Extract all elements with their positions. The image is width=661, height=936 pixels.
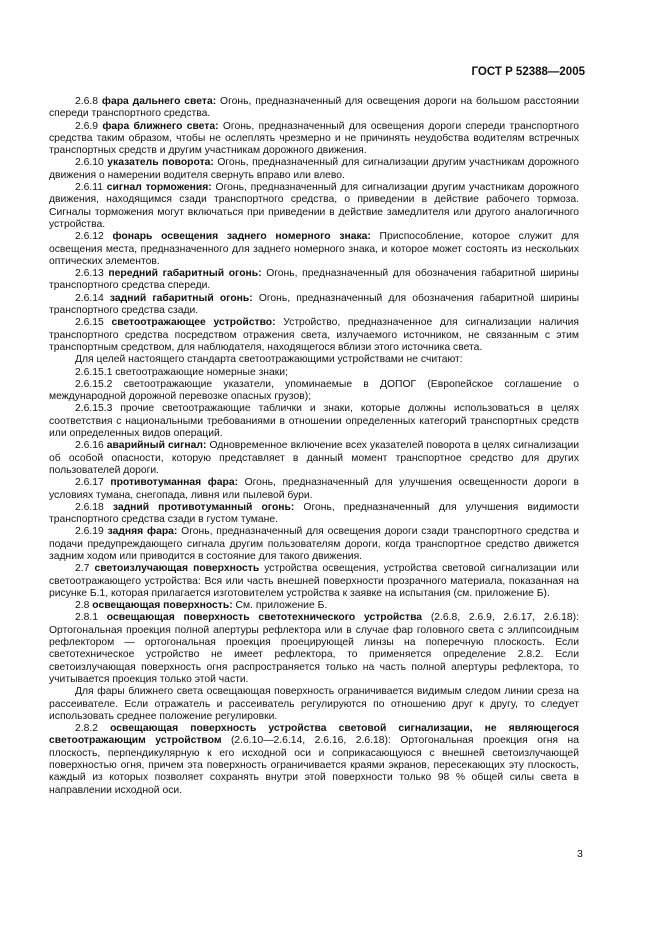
clause-number: 2.7 (75, 563, 90, 575)
paragraph-2-6-17 (49, 477, 579, 502)
definition: См. приложение Б. (232, 600, 328, 612)
term: освещающая поверхность светотехнического устройства (106, 612, 423, 624)
clause-number: 2.6.15.3 (75, 403, 113, 415)
clause-number: 2.6.12 (75, 231, 104, 243)
paragraph-2-7 (49, 563, 579, 600)
paragraph-2-6-14 (49, 293, 579, 318)
term: сигнал торможения: (106, 182, 212, 194)
paragraph-2-6-11 (49, 182, 579, 231)
term: светоотражающее устройство: (111, 317, 276, 329)
clause-number: 2.6.15.2 (75, 378, 113, 390)
clause-number: 2.6.17 (75, 477, 104, 489)
page-number: 3 (577, 848, 583, 860)
definition: Огонь, предназначенный для освещения дороги на большом расстоянии спереди транспортного средства. (49, 96, 579, 120)
paragraph-2-6-13 (49, 268, 579, 293)
paragraph-2-6-16 (49, 440, 579, 477)
paragraph-low-beam-note (49, 686, 579, 723)
document-header: ГОСТ Р 52388—2005 (471, 66, 585, 78)
paragraph-2-6-15-3 (49, 403, 579, 440)
paragraph-2-6-15-1 (49, 367, 579, 379)
definition: (2.6.10—2.6.14, 2.6.16, 2.6.18): Ортогональная проекция огня на плоскость, перпендикулярную к его исходной оси и соприкасающуюся с внешней светоизлучающей поверхностью огня, причем эта поверхность ограничивается краями экранов, пересекающих эту плоскость, каждый из которых позволяет сохранять внутри этой поверхности только 98 % общей силы света в направлении исходной оси. (49, 735, 579, 796)
clause-number: 2.6.18 (75, 501, 104, 513)
paragraph-2-6-19 (49, 526, 579, 563)
term: фара дальнего света: (101, 96, 217, 107)
definition: Для фары ближнего света освещающая поверхность ограничивается видимым следом линии среза на рассеивателе. Если отражатель и рассеиватель регулируются по отношению друг к другу, то следует использовать среднее положение регулировки. (49, 686, 579, 722)
term: светоизлучающая поверхность (94, 563, 260, 575)
clause-number: 2.6.8 (75, 96, 99, 107)
paragraph-note (49, 354, 579, 366)
clause-number: 2.6.15 (75, 317, 104, 329)
definition: Огонь, предназначенный для обозначения габаритной ширины транспортного средства сзади. (49, 292, 579, 317)
term: задний противотуманный огонь: (112, 501, 295, 513)
term: фонарь освещения заднего номерного знака: (112, 231, 371, 243)
definition: Огонь, предназначенный для освещения дороги сзади транспортного средства и подачи предупреждающего сигнала другим пользователям дороги, когда транспортное средство движется задним ходом или приводится в состояние для такого движения. (49, 526, 580, 562)
clause-number: 2.6.14 (75, 292, 104, 304)
term: аварийный сигнал: (106, 440, 207, 452)
clause-number: 2.6.19 (75, 526, 104, 538)
paragraph-2-6-8 (49, 96, 579, 121)
paragraph-2-6-15 (49, 317, 579, 354)
term: задний габаритный огонь: (109, 292, 253, 304)
definition: (2.6.8, 2.6.9, 2.6.17, 2.6.18): Ортогональная проекция полной апертуры рефлектора или в случае фар головного света с эллипсоидным рефлектором — ортогональная проекция проецирующей линзы на поперечную плоскость. Если светотехническое устройство не имеет рефлектора, то применяется определение 2.8.2. Если светоизлучающая поверхность огня распространяется только на часть полной апертуры рефлектора, то учитывается проекция только этой части. (49, 612, 579, 685)
term: освещающая поверхность устройства световой сигнализации, не являющегося светоотражающим устройством (49, 723, 580, 747)
definition: светоотражающие указатели, упоминаемые в ДОПОГ (Европейское соглашение о международной дорожной перевозке опасных грузов); (49, 378, 579, 403)
clause-number: 2.8 (75, 600, 90, 612)
clause-number: 2.6.10 (75, 157, 104, 169)
clause-number: 2.6.16 (75, 440, 104, 452)
definition: Огонь, предназначенный для сигнализации другим участникам дорожного движения, находящимся сзади транспортного средства, о приведении в действие рабочего тормоза. Сигналы торможения могут включаться при приведении в действие замедлителя или другого аналогичного устройства. (49, 182, 579, 230)
definition: Огонь, предназначенный для сигнализации другим участникам дорожного движения о намерении водителя свернуть вправо или влево. (49, 157, 579, 181)
definition: Огонь, предназначенный для обозначения габаритной ширины транспортного средства спереди. (49, 268, 579, 292)
term: освещающая поверхность: (92, 600, 233, 612)
clause-number: 2.8.2 (75, 723, 99, 735)
paragraph-2-6-9 (49, 121, 579, 158)
term: фара ближнего света: (102, 120, 219, 132)
term: передний габаритный огонь: (108, 268, 262, 280)
definition: прочие светоотражающие таблички и знаки, которые должны использоваться в целях соответствия с национальными требованиями в отношении определенных категорий транспортных средств или определенных видов операций. (49, 403, 579, 440)
paragraph-2-8-1 (49, 612, 579, 686)
definition: Огонь, предназначенный для улучшения освещенности дороги в условиях тумана, снегопада, ливня или пылевой бури. (49, 477, 579, 501)
definition: Огонь, предназначенный для улучшения видимости транспортного средства сзади в густом тумане. (49, 501, 579, 526)
paragraph-2-8-2 (49, 723, 579, 797)
definition: Для целей настоящего стандарта светоотражающими устройствами не считают: (75, 354, 463, 366)
term: указатель поворота: (107, 157, 214, 169)
clause-number: 2.6.15.1 (75, 366, 113, 378)
paragraph-2-6-18 (49, 502, 579, 527)
definition: Огонь, предназначенный для освещения дороги спереди транспортного средства таким образом, чтобы не ослеплять чрезмерно и не причинять неудобства водителям встречных транспортных средств и другим участникам дорожного движения. (49, 120, 579, 157)
paragraph-2-6-10 (49, 157, 579, 182)
definition: светоотражающие номерные знаки; (112, 366, 288, 378)
term: противотуманная фара: (110, 477, 239, 489)
definition: Одновременное включение всех указателей поворота в целях сигнализации об особой опасности, которую представляет в данный момент транспортное средство для других пользователей дороги. (49, 440, 580, 476)
definition: Приспособление, которое служит для освещения места, предназначенного для заднего номерного знака, и которое может состоять из нескольких оптических элементов. (49, 231, 580, 267)
paragraph-2-6-15-2 (49, 379, 579, 404)
clause-number: 2.6.9 (75, 120, 99, 132)
clause-number: 2.6.11 (75, 182, 103, 194)
paragraph-2-6-12 (49, 231, 579, 268)
clause-number: 2.6.13 (75, 268, 104, 280)
term: задняя фара: (107, 526, 178, 538)
definition: устройства освещения, устройства световой сигнализации или светоотражающего устройства: Вся или часть внешней поверхности прозрачного материала, показанная на рисунке Б.1, которая прилагается изготовителем устройства к заявке на испытания (см. приложение Б). (49, 563, 579, 599)
clause-number: 2.8.1 (75, 612, 99, 624)
document-body (49, 96, 579, 797)
paragraph-2-8 (49, 600, 579, 612)
definition: Устройство, предназначенное для сигнализации наличия транспортного средства посредством отражения света, излучаемого источником, не связанным с этим транспортным средством, для наблюдателя, находящегося вблизи этого источника света. (49, 317, 579, 353)
